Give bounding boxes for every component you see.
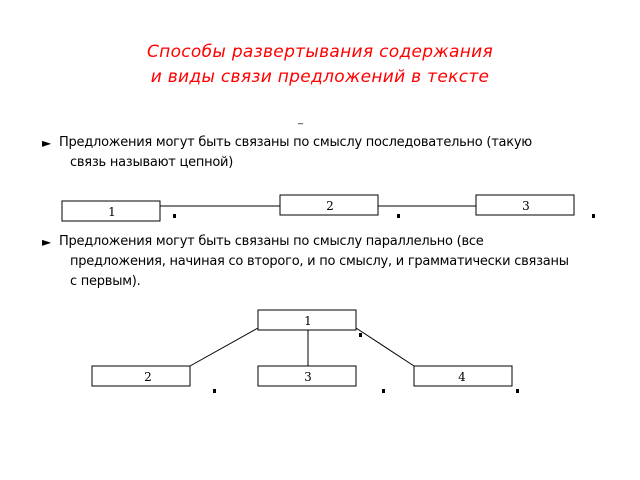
chain-dot	[592, 214, 595, 218]
bullet-parallel-line-2: предложения, начиная со второго, и по смыслу, и грамматически связаны	[70, 254, 569, 269]
chain-dot	[397, 214, 400, 218]
parallel-connector	[356, 328, 414, 366]
chain-box-2-label: 2	[326, 199, 334, 213]
parallel-box-2-label: 2	[144, 370, 152, 384]
chain-box-1-label: 1	[108, 205, 116, 219]
parallel-box-4-label: 4	[458, 370, 466, 384]
bullet-sequential-line-2: связь называют цепной)	[70, 155, 234, 170]
parallel-dot	[213, 389, 216, 393]
parallel-connector	[190, 328, 258, 366]
bullet-arrow-icon: ►	[42, 136, 51, 150]
title-line-2: и виды связи предложений в тексте	[150, 67, 490, 87]
chain-diagram	[62, 195, 595, 221]
parallel-box-3-label: 3	[304, 370, 312, 384]
small-mark: _	[298, 114, 303, 125]
chain-box-3-label: 3	[522, 199, 530, 213]
parallel-dot	[359, 333, 362, 337]
parallel-box-1-label: 1	[304, 314, 312, 328]
parallel-box-2	[92, 366, 190, 386]
bullet-sequential-line-1: Предложения могут быть связаны по смыслу последовательно (такую	[59, 135, 532, 150]
title-line-1: Способы развертывания содержания	[147, 42, 493, 62]
parallel-dot	[516, 389, 519, 393]
bullet-parallel-line-1: Предложения могут быть связаны по смыслу параллельно (все	[59, 234, 484, 249]
parallel-dot	[382, 389, 385, 393]
parallel-diagram	[92, 310, 519, 393]
chain-dot	[173, 214, 176, 218]
bullet-arrow-icon: ►	[42, 235, 51, 249]
bullet-parallel-line-3: с первым).	[70, 274, 141, 289]
